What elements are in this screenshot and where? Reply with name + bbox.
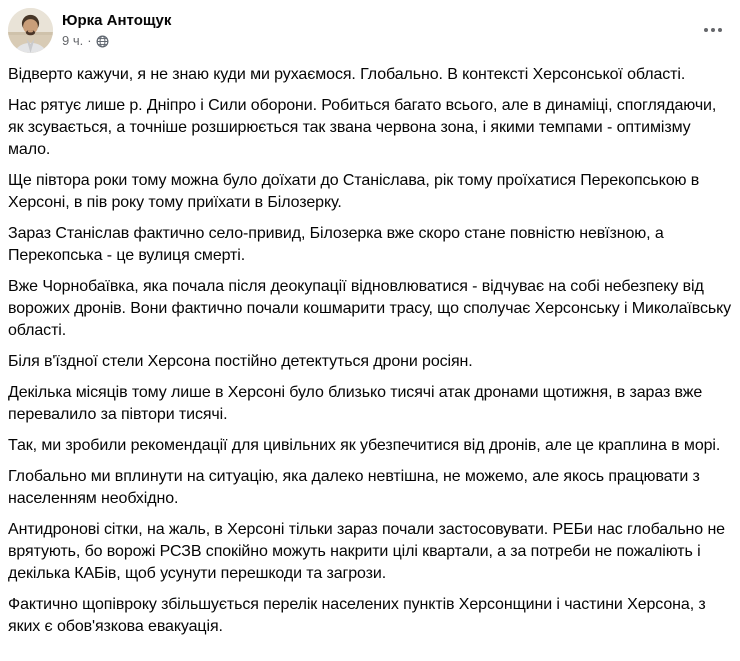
avatar-image — [8, 8, 53, 53]
post-paragraph: Фактично щопівроку збільшується перелік населених пунктів Херсонщини і частини Херсона, з яких є обов'язкова евакуація. — [8, 596, 706, 635]
post-paragraph: Так, ми зробили рекомендації для цивільних як убезпечитися від дронів, але це краплина в морі. — [8, 437, 721, 454]
globe-icon — [96, 35, 109, 48]
ellipsis-icon — [718, 28, 722, 32]
author-name[interactable]: Юрка Антощук — [62, 12, 172, 29]
post-header — [0, 0, 740, 53]
post-paragraph: Декілька місяців тому лише в Херсоні було близько тисячі атак дронами щотижня, в зараз вже перевалило за півтори тисячі. — [8, 384, 703, 423]
post-paragraph: Ще півтора роки тому можна було доїхати до Станіслава, рік тому проїхатися Перекопською в Херсоні, в пів року тому приїхати в Білозерку. — [8, 172, 700, 211]
timestamp[interactable]: 9 ч. — [62, 33, 84, 48]
post-meta — [62, 33, 171, 49]
post-paragraph: Нас рятує лише р. Дніпро і Сили оборони. Робиться багато всього, але в динаміці, споглядаючи, як зсувається, а точніше розширюється так звана червона зона, і якими темпами - оптимізму мало. — [8, 97, 717, 158]
avatar[interactable] — [8, 8, 53, 53]
post-paragraph: Глобально ми вплинути на ситуацію, яка далеко невтішна, не можемо, але якось працювати з населенням необхідно. — [8, 468, 700, 507]
meta-separator: · — [87, 33, 92, 48]
ellipsis-icon — [704, 28, 708, 32]
post-paragraph: Біля в'їздної стели Херсона постійно детектуться дрони росіян. — [8, 353, 473, 370]
header-info — [62, 8, 171, 49]
more-options-button[interactable] — [700, 22, 726, 38]
post-body — [0, 64, 740, 638]
ellipsis-icon — [711, 28, 715, 32]
post-paragraph: Відверто кажучи, я не знаю куди ми рухаємося. Глобально. В контексті Херсонської області. — [8, 66, 686, 83]
post-paragraph: Вже Чорнобаївка, яка почала після деокупації відновлюватися - відчуває на собі небезпеку від ворожих дронів. Вони фактично почали кошмарити трасу, що сполучає Херсонську і Миколаївську області. — [8, 278, 732, 339]
post-paragraph: Антидронові сітки, на жаль, в Херсоні тільки зараз почали застосовувати. РЕБи нас глобально не врятують, бо ворожі РСЗВ спокійно можуть накрити цілі квартали, а за потреби не пожаліють і декілька КАБів, щоб усунути перешкоди та загрози. — [8, 521, 725, 582]
post-paragraph: Зараз Станіслав фактично село-привид, Білозерка вже скоро стане повністю невїзною, а Перекопська - це вулиця смерті. — [8, 225, 664, 264]
